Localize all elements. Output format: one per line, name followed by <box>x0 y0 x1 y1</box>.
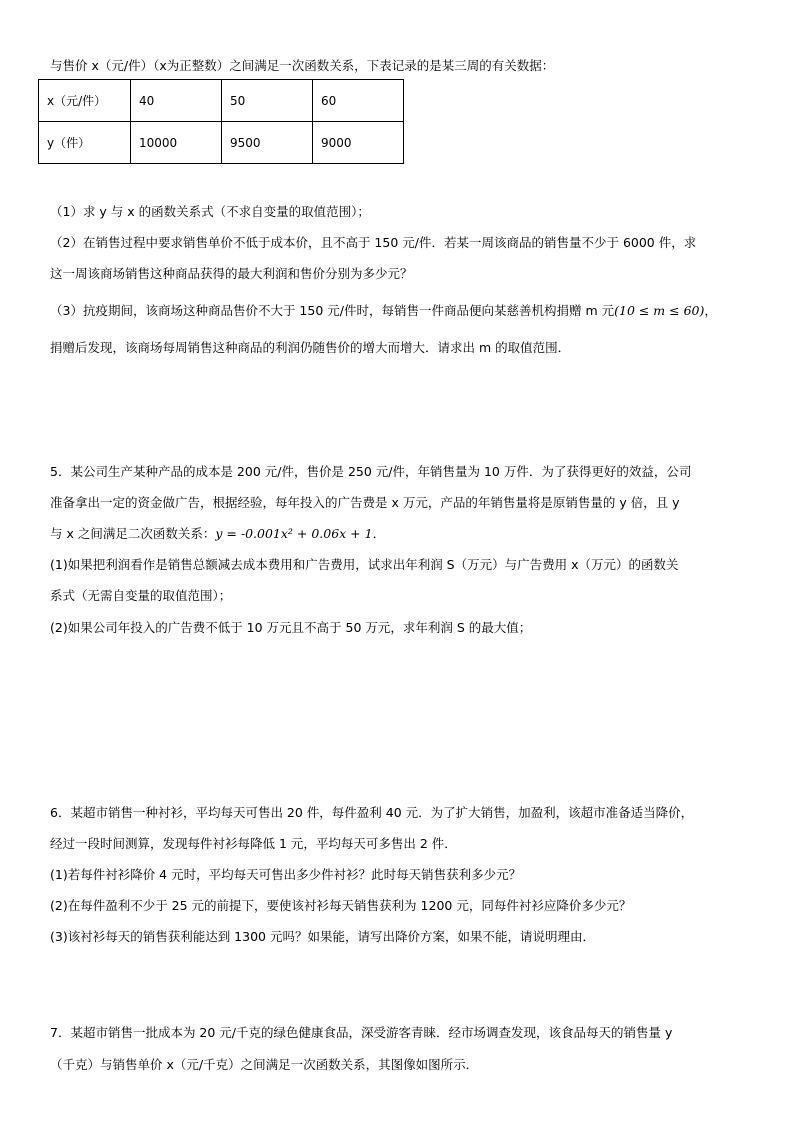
table-cell: 50 <box>222 80 313 122</box>
q4-part3-punct: ， <box>704 303 717 318</box>
quadratic-formula: y = -0.001x² + 0.06x + 1 <box>215 526 373 541</box>
m-range-formula: (10 ≤ m ≤ 60) <box>614 303 705 318</box>
q4-part1: （1）求 y 与 x 的函数关系式（不求自变量的取值范围）； <box>50 204 370 219</box>
table-row <box>39 122 404 164</box>
q6-line5: (3)该衬衫每天的销售获利能达到 1300 元吗？如果能，请写出降价方案，如果不能，请说明理由． <box>50 929 595 944</box>
q6-line2: 经过一段时间测算，发现每件衬衫每降低 1 元，平均每天可多售出 2 件． <box>50 836 457 851</box>
q5-line4: (1)如果把利润看作是销售总额减去成本费用和广告费用，试求出年利润 S（万元）与广告费用 x（万元）的函数关 <box>50 557 679 572</box>
q5-line5: 系式（无需自变量的取值范围）； <box>50 588 232 603</box>
q4-part3-line1 <box>50 302 717 320</box>
q5-line3-punct: ． <box>372 526 386 541</box>
q4-part3-line2: 捐赠后发现，该商场每周销售这种商品的利润仍随售价的增大而增大．请求出 m 的取值范围． <box>50 340 571 355</box>
q6-line3: (1)若每件衬衫降价 4 元时，平均每天可售出多少件衬衫？此时每天销售获利多少元？ <box>50 867 522 882</box>
q7-line1: 7．某超市销售一批成本为 20 元/千克的绿色健康食品，深受游客青睐．经市场调查发现，该食品每天的销售量 y <box>50 1025 673 1040</box>
q6-line4: (2)在每件盈利不少于 25 元的前提下，要使该衬衫每天销售获利为 1200 元，同每件衬衫应降价多少元？ <box>50 898 632 913</box>
table-cell: 40 <box>131 80 222 122</box>
q5-line1: 5．某公司生产某种产品的成本是 200 元/件，售价是 250 元/件，年销售量为 10 万件．为了获得更好的效益，公司 <box>50 464 692 479</box>
table-cell: 9000 <box>313 122 404 164</box>
q6-line1: 6．某超市销售一种衬衫，平均每天可售出 20 件，每件盈利 40 元．为了扩大销售，加盈利，该超市准备适当降价， <box>50 805 694 820</box>
q4-part3-text: （3）抗疫期间，该商场这种商品售价不大于 150 元/件时，每销售一件商品便向某慈善机构捐赠 m 元 <box>50 303 615 318</box>
table-row-header: y（件） <box>39 122 131 164</box>
q5-line3 <box>50 525 385 543</box>
table-row-header: x（元/件） <box>39 80 131 122</box>
intro-text: 与售价 x（元/件）（x为正整数）之间满足一次函数关系，下表记录的是某三周的有关数据： <box>50 58 555 73</box>
q4-part2-line1: （2）在销售过程中要求销售单价不低于成本价，且不高于 150 元/件．若某一周该商品的销售量不少于 6000 件，求 <box>50 235 697 250</box>
q7-line2: （千克）与销售单价 x（元/千克）之间满足一次函数关系，其图像如图所示． <box>50 1057 479 1072</box>
q5-line2: 准备拿出一定的资金做广告，根据经验，每年投入的广告费是 x 万元，产品的年销售量将是原销售量的 y 倍，且 y <box>50 495 680 510</box>
q4-part2-line2: 这一周该商场销售这种商品获得的最大利润和售价分别为多少元？ <box>50 266 413 281</box>
table-cell: 9500 <box>222 122 313 164</box>
q5-line3-text: 与 x 之间满足二次函数关系： <box>50 526 216 541</box>
table-cell: 60 <box>313 80 404 122</box>
q5-line6: (2)如果公司年投入的广告费不低于 10 万元且不高于 50 万元，求年利润 S 的最大值； <box>50 620 532 635</box>
data-table <box>38 79 404 164</box>
table-cell: 10000 <box>131 122 222 164</box>
table-row <box>39 80 404 122</box>
